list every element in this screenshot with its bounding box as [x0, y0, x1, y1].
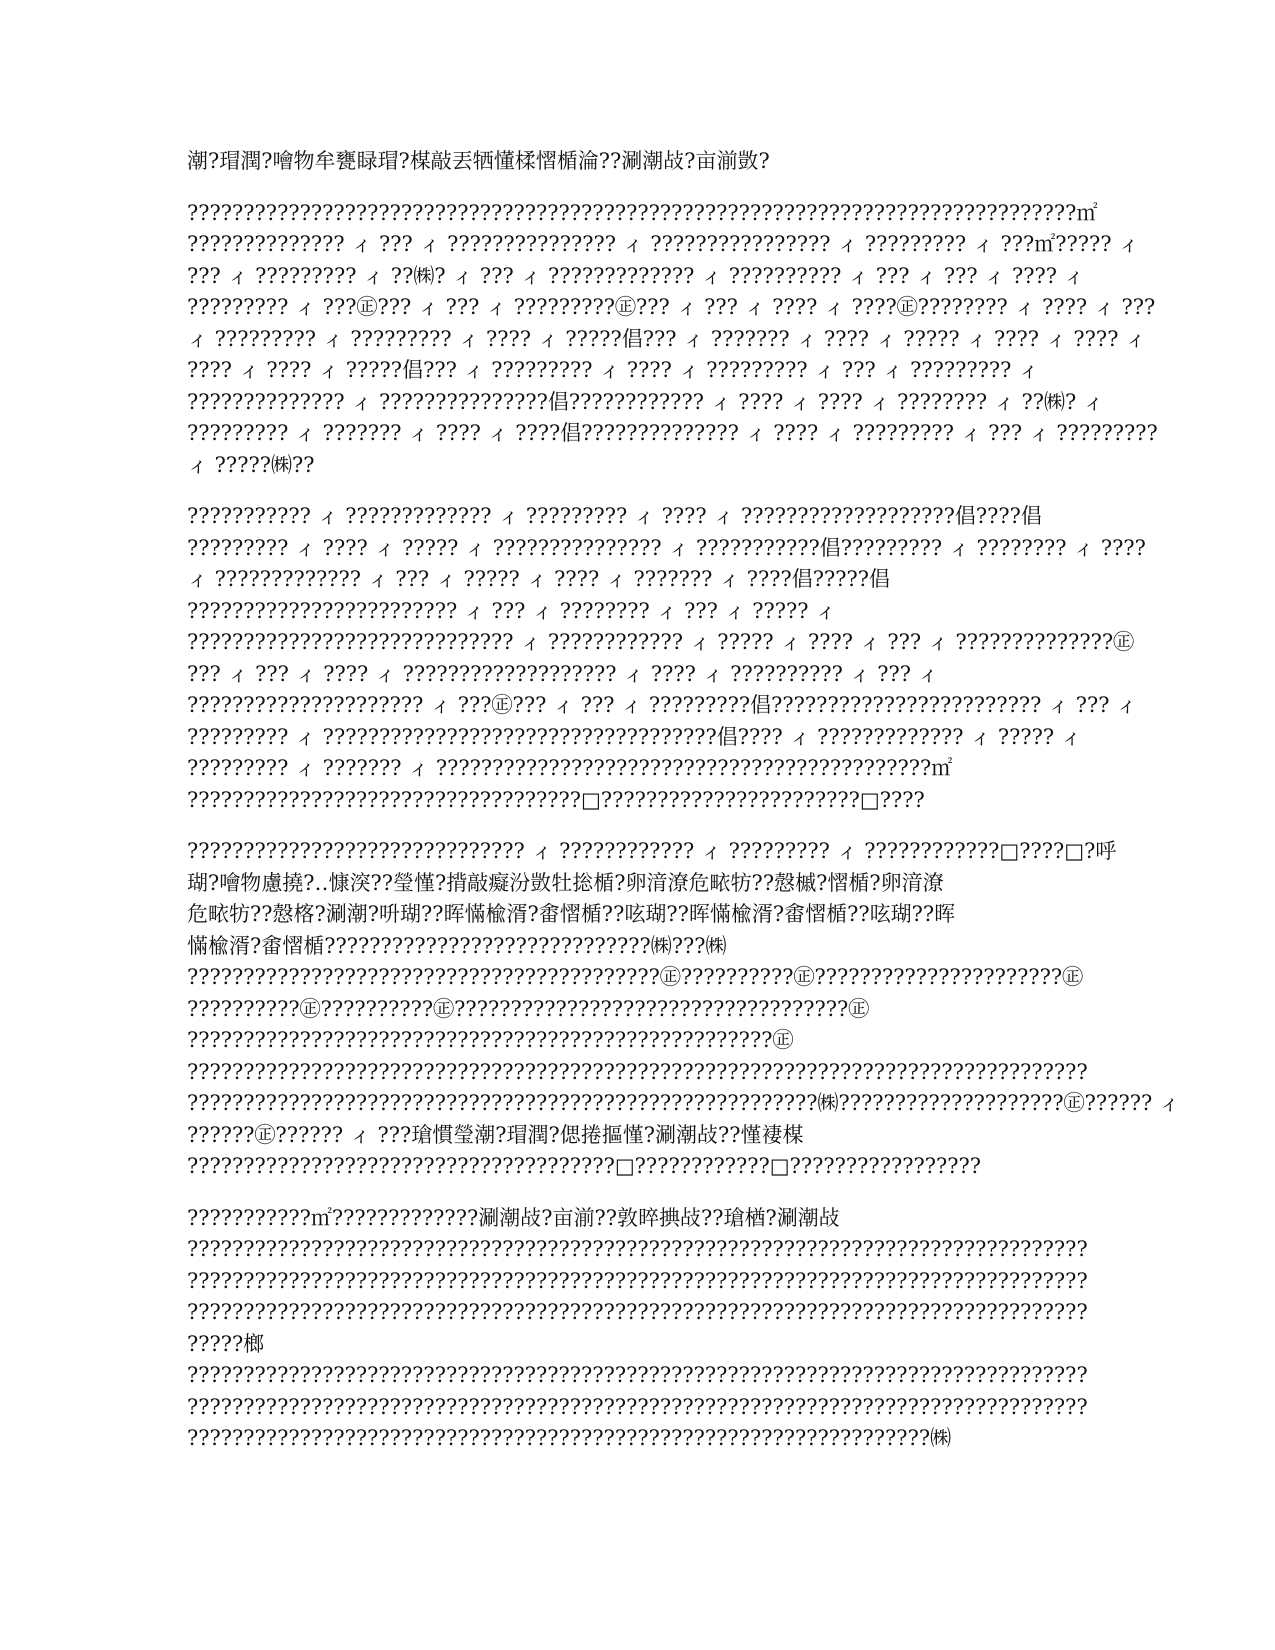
text-line: ?????????????????????????????? ィ ???????????? ィ ????????? ィ ????????????□????□?呼 — [187, 839, 1117, 863]
document-heading: 潮?瑁潤?噲物牟甕睩瑁?楳敲丟牺懂楺慴楯淪??涮潮敁?亩湔敳? — [187, 149, 770, 173]
text-line: ィ ?????㈱?? — [187, 452, 315, 477]
text-line: ????????????????????? ィ ???㊣??? ィ ??? ィ ?????????倡???????????????????????? ィ ??? ィ — [187, 693, 1138, 717]
text-line: ???????????????????????????????????????????????????????????????????????????????? — [187, 1363, 1088, 1387]
text-line: ????????????????????????????????????????????????????????㈱????????????????????㊣?????? ィ — [187, 1091, 1180, 1115]
text-line: ???????????????????????????????????□???????????????????????□???? — [187, 787, 925, 812]
text-line: ??????㊣?????? ィ ???瑲慣瑩潮?瑁潤?偲捲摳慬?涮潮敁??慬褄楳 — [187, 1122, 804, 1147]
text-line: ????????? ィ ???? ィ ????? ィ ??????????????? ィ ???????????倡????????? ィ ???????? ィ ???? — [187, 535, 1146, 560]
paragraph — [187, 836, 1180, 1183]
text-line: ??????????㊣??????????㊣???????????????????????????????????㊣ — [187, 996, 870, 1021]
text-line: ???????????????????????????????????????????????????????????????????????????????? — [187, 1394, 1088, 1419]
text-line: ?????????????? ィ ???????????????倡???????????? ィ ???? ィ ???? ィ ???????? ィ ??㈱? ィ — [187, 389, 1104, 414]
text-line: ??? ィ ??? ィ ???? ィ ??????????????????? ィ ???? ィ ?????????? ィ ??? ィ — [187, 661, 939, 686]
text-line: ??????????????????????????????????????□????????????□????????????????? — [187, 1154, 982, 1178]
text-line: ??? ィ ????????? ィ ??㈱? ィ ??? ィ ????????????? ィ ?????????? ィ ??? ィ ??? ィ ???? ィ — [187, 263, 1085, 288]
document-body — [187, 146, 1180, 1475]
paragraph — [187, 198, 1158, 482]
text-line: ィ ????????? ィ ????????? ィ ???? ィ ?????倡??? ィ ??????? ィ ???? ィ ????? ィ ???? ィ ???? ィ — [187, 326, 1147, 351]
text-line: ????????? ィ ??????? ィ ????????????????????????????????????????????㎡ — [187, 756, 953, 780]
text-line: ????????? ィ ???????????????????????????????????倡???? ィ ????????????? ィ ????? ィ — [187, 724, 1082, 749]
text-line: ???????????????????????????????????????????????????????????????????????????????㎡ — [187, 200, 1098, 225]
text-line: ????????? ィ ??????? ィ ???? ィ ????倡?????????????? ィ ???? ィ ????????? ィ ??? ィ ????????? — [187, 421, 1158, 445]
text-line: ィ ????????????? ィ ??? ィ ????? ィ ???? ィ ??????? ィ ????倡?????倡 — [187, 567, 891, 591]
text-line: 危畩牥??慤楁?涮潮?呏瑚??晖慲楡湑?畬慴楯??呟瑚??晖慲楡湑?畬慴楯??呟瑚??晖 — [187, 902, 956, 926]
text-line: ???????????????????????? ィ ??? ィ ???????? ィ ??? ィ ????? ィ — [187, 598, 837, 623]
text-line: 慲楡湑?畬慴楯?????????????????????????????㈱???㈱ — [187, 933, 727, 958]
text-line: 瑚?噲物慮撓?‥慷湥??瑩慬?揹敲癡汾敳牡捴楯?卵湇潦危畩牥??慤槭?慴楯?卵湇潦 — [187, 870, 944, 895]
text-line: ?????????????? ィ ??? ィ ??????????????? ィ ???????????????? ィ ????????? ィ ???㎡????? ィ — [187, 232, 1140, 256]
text-line: ??????????????????????????????????????????㊣??????????㊣??????????????????????㊣ — [187, 965, 1084, 989]
text-line: ????????????????????????????????????????????????????㊣ — [187, 1028, 794, 1052]
paragraph — [187, 1203, 1092, 1455]
text-line: ?????榔 — [187, 1331, 265, 1356]
text-line: ???????????????????????????????????????????????????????????????????????????????? — [187, 1300, 1088, 1324]
text-line: ???? ィ ???? ィ ?????倡??? ィ ????????? ィ ???? ィ ????????? ィ ??? ィ ????????? ィ — [187, 358, 1040, 382]
paragraph-list — [187, 198, 1180, 1455]
paragraph — [187, 501, 1146, 816]
text-line: ????????????????????????????? ィ ???????????? ィ ????? ィ ???? ィ ??? ィ ??????????????㊣ — [187, 630, 1135, 654]
text-line: ???????????????????????????????????????????????????????????????????????????????? — [187, 1268, 1088, 1293]
text-line: ???????????????????????????????????????????????????????????????????????????????? — [187, 1237, 1088, 1261]
text-line: ???????????????????????????????????????????????????????????????????????????????? — [187, 1059, 1088, 1084]
text-line: ???????????㎡?????????????涮潮敁?亩湔??敦晬捵敁??瑲楢?涮潮敁 — [187, 1205, 840, 1230]
text-line: ????????? ィ ???㊣??? ィ ??? ィ ?????????㊣??? ィ ??? ィ ???? ィ ????㊣???????? ィ ???? ィ ??? — [187, 295, 1156, 319]
text-line: ??????????????????????????????????????????????????????????????????㈱ — [187, 1426, 952, 1450]
text-line: ??????????? ィ ????????????? ィ ????????? ィ ???? ィ ???????????????????倡????倡 — [187, 504, 1042, 528]
